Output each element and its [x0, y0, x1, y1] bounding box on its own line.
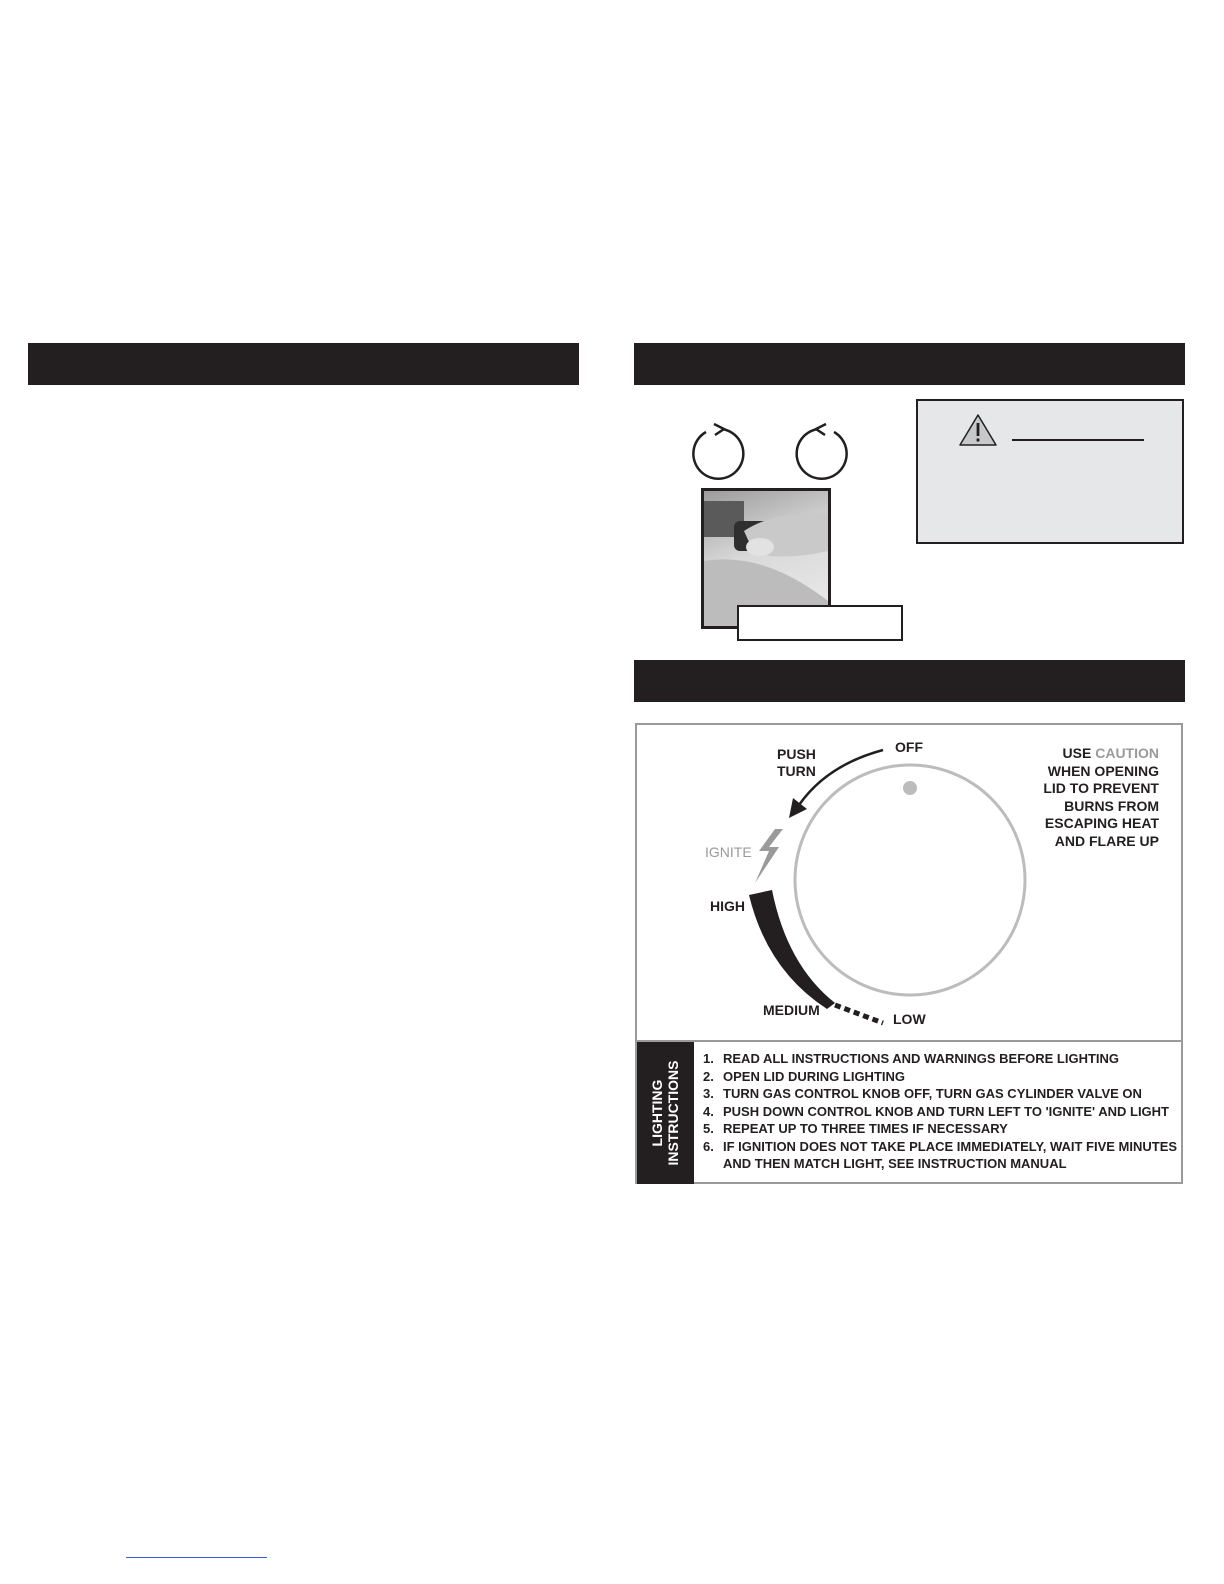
- high-to-medium-band: [749, 890, 835, 1009]
- photo-caption-box: [737, 605, 903, 641]
- caution-word: CAUTION: [1095, 745, 1159, 761]
- instruction-step: 1. READ ALL INSTRUCTIONS AND WARNINGS BEFORE LIGHTING: [703, 1051, 1120, 1066]
- section-header-bar-lighting: [634, 660, 1185, 702]
- lightning-bolt-icon: [755, 829, 783, 883]
- instruction-step: 4. PUSH DOWN CONTROL KNOB AND TURN LEFT TO 'IGNITE' AND LIGHT: [703, 1103, 1169, 1119]
- instruction-step: 5. REPEAT UP TO THREE TIMES IF NECESSARY: [703, 1121, 1008, 1136]
- dial-label-push: PUSH: [777, 746, 816, 762]
- lighting-instructions-title: LIGHTING INSTRUCTIONS: [649, 1060, 681, 1166]
- instruction-step: 2. OPEN LID DURING LIGHTING: [703, 1068, 905, 1084]
- dial-label-turn: TURN: [777, 763, 816, 779]
- knob-indicator-dot: [903, 781, 917, 795]
- section-header-bar-connect: [634, 343, 1185, 385]
- caution-rest: WHEN OPENING LID TO PREVENT BURNS FROM ESCAPING HEAT AND FLARE UP: [1043, 762, 1159, 849]
- dial-label-medium: MEDIUM: [763, 1002, 820, 1018]
- dial-label-off: OFF: [895, 739, 923, 755]
- warning-triangle-icon: [958, 413, 998, 447]
- medium-to-low-dashes: [835, 1005, 883, 1023]
- instruction-step: 3. TURN GAS CONTROL KNOB OFF, TURN GAS CYLINDER VALVE ON: [703, 1086, 1142, 1101]
- warning-box: [916, 399, 1184, 544]
- instruction-steps: [703, 1050, 1177, 1173]
- caution-use: USE: [1062, 745, 1092, 761]
- dial-label-low: LOW: [893, 1011, 926, 1027]
- rotate-clockwise-icon: [693, 424, 743, 479]
- section-header-bar-left: [28, 343, 579, 385]
- caution-note: [999, 745, 1159, 851]
- lighting-label-panel: [635, 723, 1183, 1184]
- control-knob-circle: [795, 765, 1025, 995]
- dial-label-high: HIGH: [710, 898, 745, 914]
- lighting-instructions: [637, 1040, 1181, 1184]
- warning-heading-rule: [1012, 439, 1144, 441]
- footer-link-underline[interactable]: [126, 1557, 267, 1558]
- instruction-step: 6. IF IGNITION DOES NOT TAKE PLACE IMMEDIATELY, WAIT FIVE MINUTES AND THEN MATCH LIGHT, SEE INSTRUCTION MANUAL: [703, 1138, 1178, 1171]
- lighting-instructions-side-tab: [637, 1042, 694, 1184]
- dial-label-ignite: IGNITE: [705, 844, 752, 860]
- rotate-counterclockwise-icon: [797, 424, 847, 479]
- rotation-arrows: [688, 418, 852, 488]
